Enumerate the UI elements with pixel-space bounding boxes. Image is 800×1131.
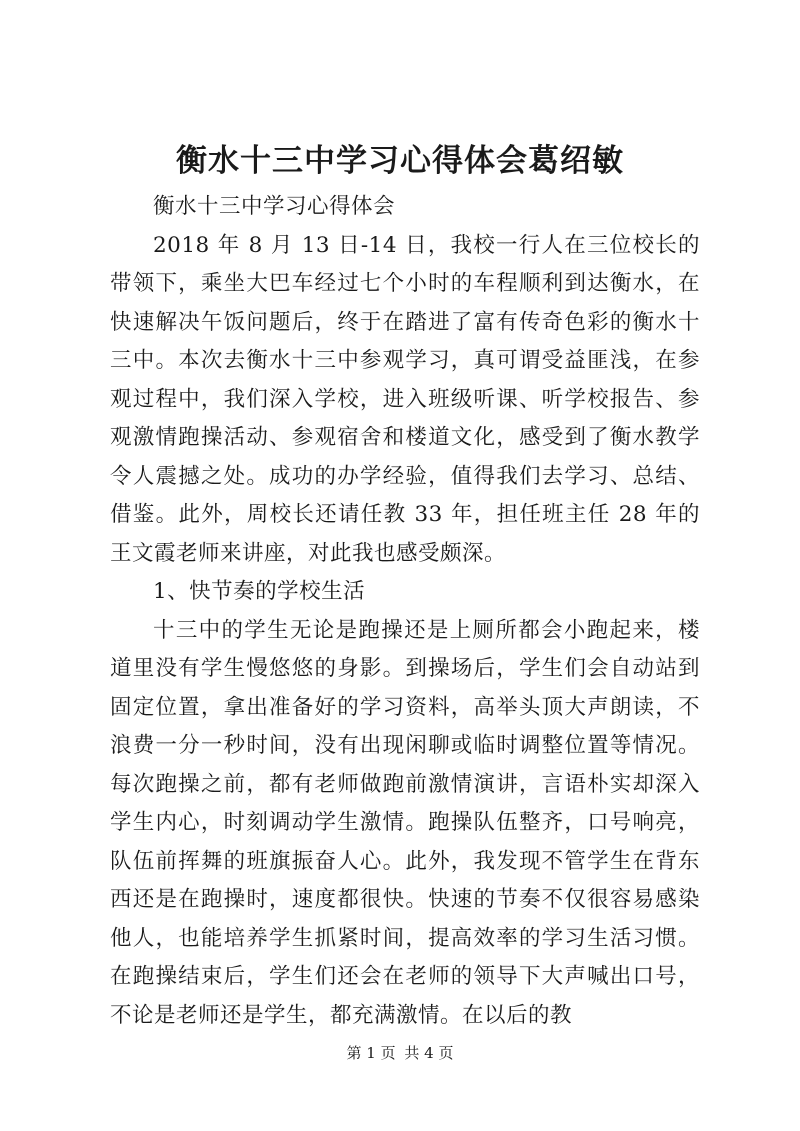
page-number: 第 1 页 xyxy=(346,1044,396,1062)
page-total: 共 4 页 xyxy=(404,1044,454,1062)
intro-paragraph: 2018 年 8 月 13 日-14 日，我校一行人在三位校长的带领下，乘坐大巴车经过七个小时的车程顺利到达衡水，在快速解决午饭问题后，终于在踏进了富有传奇色彩的衡水十三中。本次去衡水十三中参观学习，真可谓受益匪浅，在参观过程中，我们深入学校，进入班级听课、听学校报告、参观激情跑操活动、参观宿舍和楼道文化，感受到了衡水教学令人震撼之处。成功的办学经验，值得我们去学习、总结、借鉴。此外，周校长还请任教 33 年，担任班主任 28 年的王文霞老师来讲座，对此我也感受颇深。 xyxy=(110,232,700,566)
page-footer xyxy=(0,1043,800,1063)
document-title: 衡水十三中学习心得体会葛绍敏 xyxy=(176,143,624,179)
section-paragraph: 十三中的学生无论是跑操还是上厕所都会小跑起来，楼道里没有学生慢悠悠的身影。到操场后，学生们会自动站到固定位置，拿出准备好的学习资料，高举头顶大声朗读，不浪费一分一秒时间，没有出现闲聊或临时调整位置等情况。每次跑操之前，都有老师做跑前激情演讲，言语朴实却深入学生内心，时刻调动学生激情。跑操队伍整齐，口号响亮，队伍前挥舞的班旗振奋人心。此外，我发现不管学生在背东西还是在跑操时，速度都很快。快速的节奏不仅很容易感染他人，也能培养学生抓紧时间，提高效率的学习生活习惯。在跑操结束后，学生们还会在老师的领导下大声喊出口号，不论是老师还是学生，都充满激情。在以后的教 xyxy=(110,617,700,1028)
section-heading: 1、快节奏的学校生活 xyxy=(153,579,366,604)
document-body xyxy=(110,188,700,1035)
subtitle-paragraph: 衡水十三中学习心得体会 xyxy=(153,194,396,219)
